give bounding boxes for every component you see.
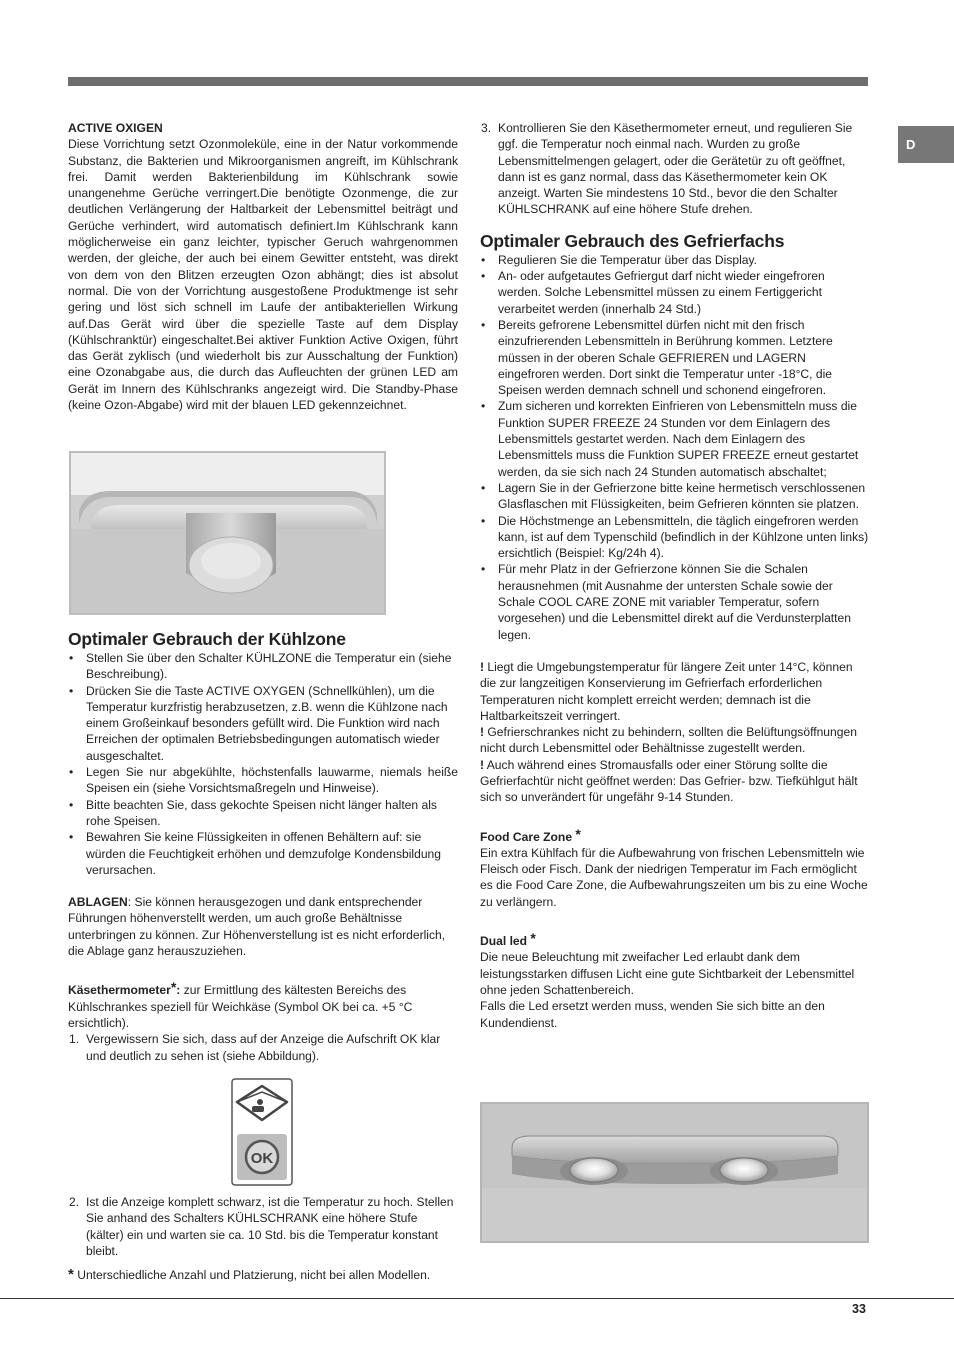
ablagen-label: ABLAGEN bbox=[68, 895, 128, 910]
kaesethermometer-step-3 bbox=[480, 120, 869, 218]
step-number: 2. bbox=[69, 1195, 80, 1209]
warning-text: Liegt die Umgebungstemperatur für längere Zeit unter 14°C, können die zur langzeitigen Konservierung im Gefrierfach erforderlichen Temperaturen nicht komplett erreicht werden; demnach ist die Haltbarkeitszeit verringert. bbox=[480, 659, 853, 723]
list-item bbox=[68, 1031, 458, 1064]
warning-note bbox=[480, 724, 869, 757]
warning-text: Auch während eines Stromausfalls oder einer Störung sollte die Gefrierfachtür nicht geöffnet werden: Das Gefrier- bzw. Tiefkühlgut hält sich so unverändert für ungefähr 9-14 Stunden. bbox=[480, 757, 858, 805]
food-care-text: Ein extra Kühlfach für die Aufbewahrung von frischen Lebensmitteln wie Fleisch oder Fisch. Dank der niedrigen Temperatur im Fach ermöglicht es die Food Care Zone, die Aufbewahrungszeiten um bis zu eine Woche zu verlängern. bbox=[480, 845, 868, 909]
cheese-thermometer-illustration bbox=[231, 1078, 293, 1186]
dual-led-service-text: Falls die Led ersetzt werden muss, wenden Sie sich bitte an den Kundendienst. bbox=[480, 999, 825, 1030]
ablagen-paragraph bbox=[68, 894, 458, 959]
list-item: • Bewahren Sie keine Flüssigkeiten in offenen Behältern auf: sie würden die Feuchtigkeit erhöhen und demzufolge Kondensbildung verursachen. bbox=[68, 829, 458, 878]
language-tab-label: D bbox=[906, 137, 916, 152]
header-rule bbox=[68, 77, 868, 86]
step-text: Vergewissern Sie sich, dass auf der Anzeige die Aufschrift OK klar und deutlich zu sehen ist (siehe Abbildung). bbox=[86, 1032, 441, 1063]
list-item: • Die Höchstmenge an Lebensmitteln, die täglich eingefroren werden kann, ist auf dem Typenschild (befindlich in der Kühlzone unten links) ersichtlich (Beispiel: Kg/24h 4). bbox=[480, 513, 869, 562]
dual-led-heading bbox=[480, 930, 869, 949]
kaesethermometer-paragraph bbox=[68, 979, 458, 1031]
kaesethermometer-steps-cont bbox=[68, 1194, 458, 1259]
footnote-text: Unterschiedliche Anzahl und Platzierung, nicht bei allen Modellen. bbox=[73, 1268, 431, 1283]
ok-symbol: OK bbox=[250, 1150, 274, 1167]
list-item: • Regulieren Sie die Temperatur über das Display. bbox=[480, 252, 869, 268]
kaesethermometer-label: Käsethermometer bbox=[68, 983, 171, 998]
list-item: • Stellen Sie über den Schalter KÜHLZONE die Temperatur ein (siehe Beschreibung). bbox=[68, 650, 458, 683]
warning-mark: ! bbox=[480, 725, 485, 740]
warning-note bbox=[480, 659, 869, 724]
footnote bbox=[68, 1267, 458, 1283]
kuehlzone-heading: Optimaler Gebrauch der Kühlzone bbox=[68, 629, 346, 649]
active-oxigen-text: Diese Vorrichtung setzt Ozonmoleküle, eine in der Natur vorkommende Substanz, die Bakterien und Mikroorganismen angreift, im Kühlschrank frei. Damit werden Bakterienbildung im Kühlschrank sowie unangenehme Gerüche verringert.Die benötigte Ozonmenge, die zur deutlichen Verlängerung der Haltbarkeit der Lebensmittel beiträgt und Gerüche verhindert, wird automatisch definiert.Im Kühlschrank kann möglicherweise ein ganz leichter, typischer Geruch wahrgenommen werden, der gleiche, der auch bei einem Gewitter entsteht, was direkt von dem von den Blitzen erzeugten Ozon abhängt; dies ist absolut normal. Die von der Vorrichtung ausgestoßene Produktmenge ist sehr gering und löst sich schnell im Laufe der antibakteriellen Wirkung auf.Das Gerät wird über die spezielle Taste auf dem Display (Kühlschranktür) eingeschaltet.Bei aktiver Funktion Active Oxigen, führt das Gerät zyklisch (und wiederholt bis zur Ausschaltung der Funktion) eine Ozonabgabe aus, die durch das Aufleuchten der grünen LED am Gerät im Innern des Kühlschranks angezeigt wird. Die Standby-Phase (keine Ozon-Abgabe) wird mit der blauen LED gekennzeichnet. bbox=[68, 137, 458, 413]
warning-mark: ! bbox=[480, 757, 485, 772]
food-care-label: Food Care Zone bbox=[480, 829, 576, 844]
kuehlzone-list bbox=[68, 650, 458, 878]
ozone-device-illustration bbox=[71, 453, 384, 613]
kaesethermometer-text: zur Ermittlung des kältesten Bereichs des Kühlschrankes speziell für Weichkäse (Symbol OK bei ca. +5 °C ersichtlich). bbox=[68, 983, 413, 1030]
step-number: 3. bbox=[481, 121, 492, 135]
footer-rule bbox=[0, 1298, 954, 1299]
left-column-bottom bbox=[68, 1194, 458, 1283]
kaesethermometer-colon: : bbox=[176, 983, 181, 998]
warning-mark: ! bbox=[480, 659, 485, 674]
list-item: • Bereits gefrorene Lebensmittel dürfen nicht mit den frisch einzufrierenden Lebensmitteln in Berührung kommen. Letztere müssen in der oberen Schale GEFRIEREN und LAGERN eingefroren werden. Dort sinkt die Temperatur unter -18°C, die Speisen werden demnach schnell und schonend eingefroren. bbox=[480, 317, 869, 398]
list-item bbox=[68, 1194, 458, 1259]
asterisk-marker: * bbox=[530, 930, 536, 947]
step-number: 1. bbox=[69, 1032, 80, 1047]
dual-led-label: Dual led bbox=[480, 934, 531, 949]
list-item bbox=[480, 120, 869, 218]
list-item: • Zum sicheren und korrekten Einfrieren von Lebensmitteln muss die Funktion SUPER FREEZE 24 Stunden vor dem Einlagern des Lebensmittels gestartet werden. Nach dem Einlagern des Lebensmittels muss die Funktion SUPER FREEZE erneut gestartet werden, da sie sich nach 24 Stunden automatisch abschaltet; bbox=[480, 398, 869, 479]
gefrierfach-heading: Optimaler Gebrauch des Gefrierfachs bbox=[480, 230, 785, 251]
step-text: Kontrollieren Sie den Käsethermometer erneut, und regulieren Sie ggf. die Temperatur noch einmal nach. Wurden zu große Lebensmittelmengen gelagert, oder die Gerätetür zu oft geöffnet, dann ist es ganz normal, dass das Käsethermometer kein OK anzeigt. Warten Sie mindestens 10 Std., bevor die den Schalter KÜHLSCHRANK auf eine höhere Stufe drehen. bbox=[498, 121, 853, 217]
dual-led-figure bbox=[480, 1102, 869, 1243]
cheese-thermometer-figure bbox=[231, 1078, 293, 1186]
warning-note bbox=[480, 757, 869, 806]
left-column-lower bbox=[68, 628, 458, 1064]
left-column bbox=[68, 120, 458, 413]
page-number: 33 bbox=[852, 1302, 866, 1316]
list-item: • Bitte beachten Sie, dass gekochte Speisen nicht länger halten als rohe Speisen. bbox=[68, 797, 458, 830]
food-care-heading bbox=[480, 826, 869, 845]
ablagen-text: : Sie können herausgezogen und dank entsprechender Führungen höhenverstellt werden, um auch große Behältnisse unterbringen zu können. Zur Höhenverstellung ist es nicht erforderlich, die Ablage ganz herauszuziehen. bbox=[68, 895, 446, 959]
list-item: • Legen Sie nur abgekühlte, höchstenfalls lauwarme, niemals heiße Speisen ein (siehe Vorsichtsmaßregeln und Hinweise). bbox=[68, 764, 458, 797]
step-text: Ist die Anzeige komplett schwarz, ist die Temperatur zu hoch. Stellen Sie anhand des Schalters KÜHLSCHRANK eine höhere Stufe (kälter) ein und warten sie ca. 10 Std. bis die Temperatur konstant bleibt. bbox=[86, 1195, 454, 1258]
list-item: • An- oder aufgetautes Gefriergut darf nicht wieder eingefroren werden. Solche Lebensmittel müssen zu einem Fertiggericht verarbeitet werden (innerhalb 24 Std.) bbox=[480, 268, 869, 317]
footnote-asterisk: * bbox=[68, 1266, 74, 1284]
dual-led-illustration bbox=[482, 1104, 867, 1241]
active-oxigen-heading: ACTIVE OXIGEN bbox=[68, 121, 163, 135]
ozone-device-figure bbox=[69, 451, 386, 615]
asterisk-marker: * bbox=[575, 825, 581, 842]
list-item: • Lagern Sie in der Gefrierzone bitte keine hermetisch verschlossenen Glasflaschen mit Flüssigkeiten, beim Gefrieren könnten sie platzen. bbox=[480, 480, 869, 513]
right-column bbox=[480, 120, 869, 1031]
dual-led-text: Die neue Beleuchtung mit zweifacher Led erlaubt dank dem leistungsstarken diffusen Licht eine gute Sichtbarkeit der Lebensmittel ohne jeden Schattenbereich. bbox=[480, 950, 855, 997]
gefrierfach-list bbox=[480, 252, 869, 643]
kaesethermometer-steps bbox=[68, 1031, 458, 1064]
list-item: • Für mehr Platz in der Gefrierzone können Sie die Schalen herausnehmen (mit Ausnahme der untersten Schale sowie der Schale COOL CARE ZONE mit variabler Temperatur, sofern vorgesehen) und die Lebensmittel direkt auf die Verdunsterplatten legen. bbox=[480, 561, 869, 642]
warning-text: Gefrierschrankes nicht zu behindern, sollten die Belüftungsöffnungen nicht durch Lebensmittel oder Behältnisse zugestellt werden. bbox=[480, 725, 857, 756]
asterisk-marker: * bbox=[170, 979, 177, 996]
language-tab bbox=[898, 126, 954, 163]
list-item: • Drücken Sie die Taste ACTIVE OXYGEN (Schnellkühlen), um die Temperatur kurzfristig herabzusetzen, z.B. wenn die Kühlzone nach einem Großeinkauf besonders gefüllt wird. Die Funktion wird nach Erreichen der optimalen Betriebsbedingungen automatisch wieder ausgeschaltet. bbox=[68, 683, 458, 764]
